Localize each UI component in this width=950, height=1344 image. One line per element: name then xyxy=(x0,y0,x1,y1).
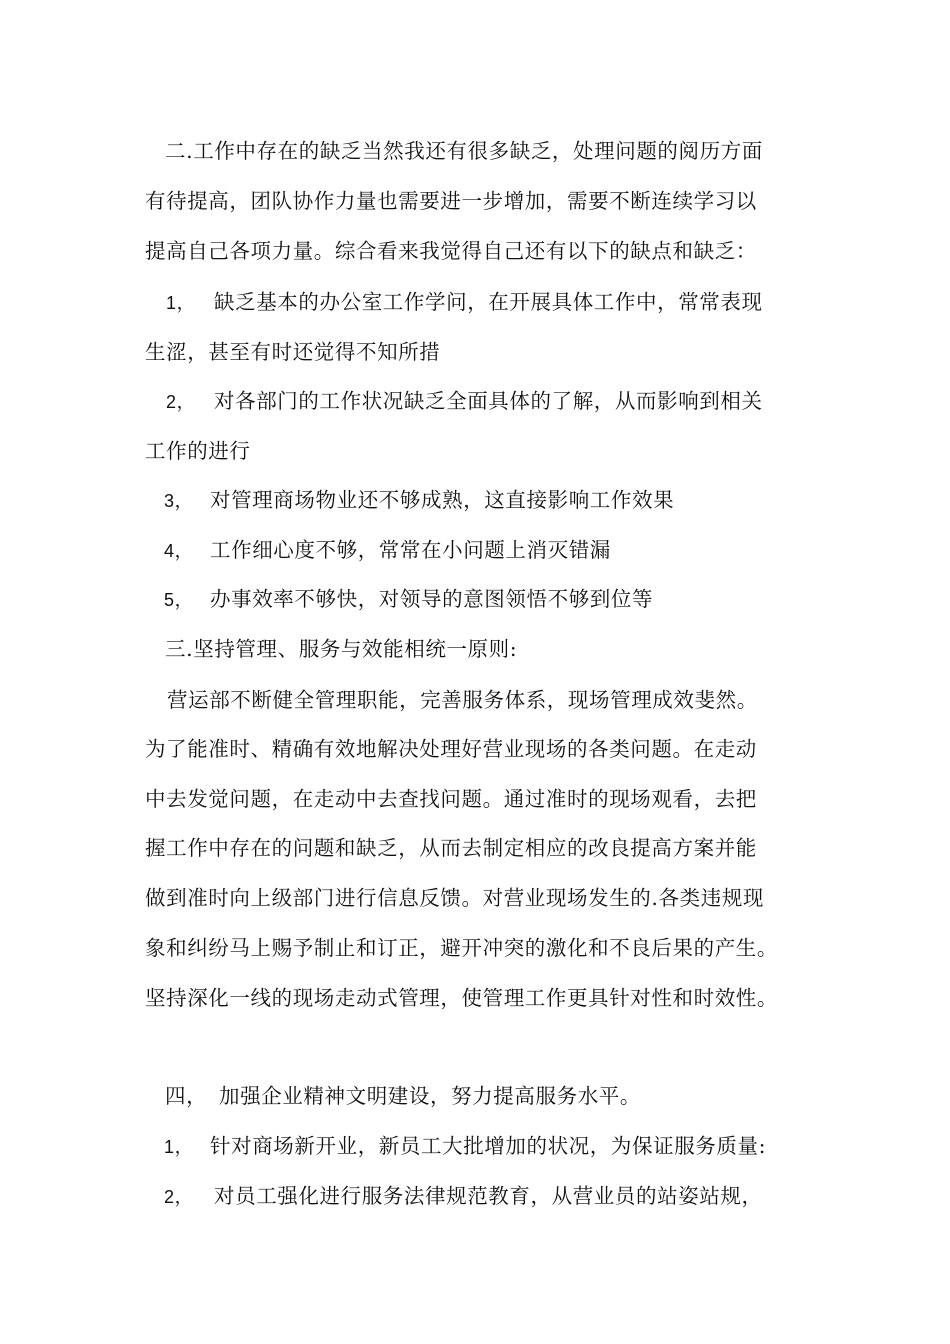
item-text: 对各部门的工作状况缺乏全面具体的了解，从而影响到相关 xyxy=(214,389,763,413)
item-text: 对管理商场物业还不够成熟，这直接影响工作效果 xyxy=(210,488,675,512)
section3-paragraph-line-1: 营运部不断健全管理职能，完善服务体系，现场管理成效斐然。 xyxy=(167,688,758,712)
section4-item-1 xyxy=(164,1131,766,1162)
item-number: 2， xyxy=(166,392,196,412)
section3-paragraph-line-7: 坚持深化一线的现场走动式管理，使管理工作更具针对性和时效性。 xyxy=(145,986,778,1010)
item-text: 对员工强化进行服务法律规范教育，从营业员的站姿站规， xyxy=(214,1184,763,1208)
section2-item-2 xyxy=(166,386,763,417)
item-text: 工作细心度不够，常常在小问题上消灭错漏 xyxy=(210,538,611,562)
item-text: 缺乏基本的办公室工作学问，在开展具体工作中，常常表现 xyxy=(214,290,763,314)
item-number: 2， xyxy=(164,1187,194,1207)
section2-item-5 xyxy=(164,584,653,615)
section4-heading-number: 四， xyxy=(165,1084,208,1108)
section4-heading xyxy=(165,1081,641,1111)
section2-heading-line-1: 二.工作中存在的缺乏当然我还有很多缺乏，处理问题的阅历方面 xyxy=(165,139,763,163)
section3-paragraph-line-4: 握工作中存在的问题和缺乏，从而去制定相应的改良提高方案并能 xyxy=(145,836,757,860)
item-number: 5， xyxy=(164,590,194,610)
item-number: 4， xyxy=(164,541,194,561)
section3-paragraph-line-2: 为了能准时、精确有效地解决处理好营业现场的各类问题。在走动 xyxy=(145,737,757,761)
section4-heading-text: 加强企业精神文明建设，努力提高服务水平。 xyxy=(219,1084,641,1108)
section2-heading-line-2: 有待提高，团队协作力量也需要进一步增加，需要不断连续学习以 xyxy=(145,189,757,213)
item-number: 3， xyxy=(164,491,194,511)
item-number: 1， xyxy=(164,1137,194,1157)
item-text: 针对商场新开业，新员工大批增加的状况，为保证服务质量: xyxy=(210,1134,767,1158)
section2-item-1 xyxy=(166,287,763,318)
section2-item-1-continuation: 生涩，甚至有时还觉得不知所措 xyxy=(145,340,441,364)
section3-paragraph-line-5: 做到准时向上级部门进行信息反馈。对营业现场发生的.各类违规现 xyxy=(145,886,765,910)
section2-heading-line-3: 提高自己各项力量。综合看来我觉得自己还有以下的缺点和缺乏： xyxy=(145,239,757,263)
section3-paragraph-line-6: 象和纠纷马上赐予制止和订正，避开冲突的激化和不良后果的产生。 xyxy=(145,936,778,960)
section2-item-2-continuation: 工作的进行 xyxy=(145,439,251,463)
section3-paragraph-line-3: 中去发觉问题，在走动中去查找问题。通过准时的现场观看，去把 xyxy=(145,787,757,811)
section2-item-4 xyxy=(164,535,611,566)
item-number: 1， xyxy=(166,293,196,313)
section2-item-3 xyxy=(164,485,674,516)
item-text: 办事效率不够快，对领导的意图领悟不够到位等 xyxy=(210,587,654,611)
section4-item-2 xyxy=(164,1181,763,1212)
section3-heading: 三.坚持管理、服务与效能相统一原则: xyxy=(165,637,518,661)
